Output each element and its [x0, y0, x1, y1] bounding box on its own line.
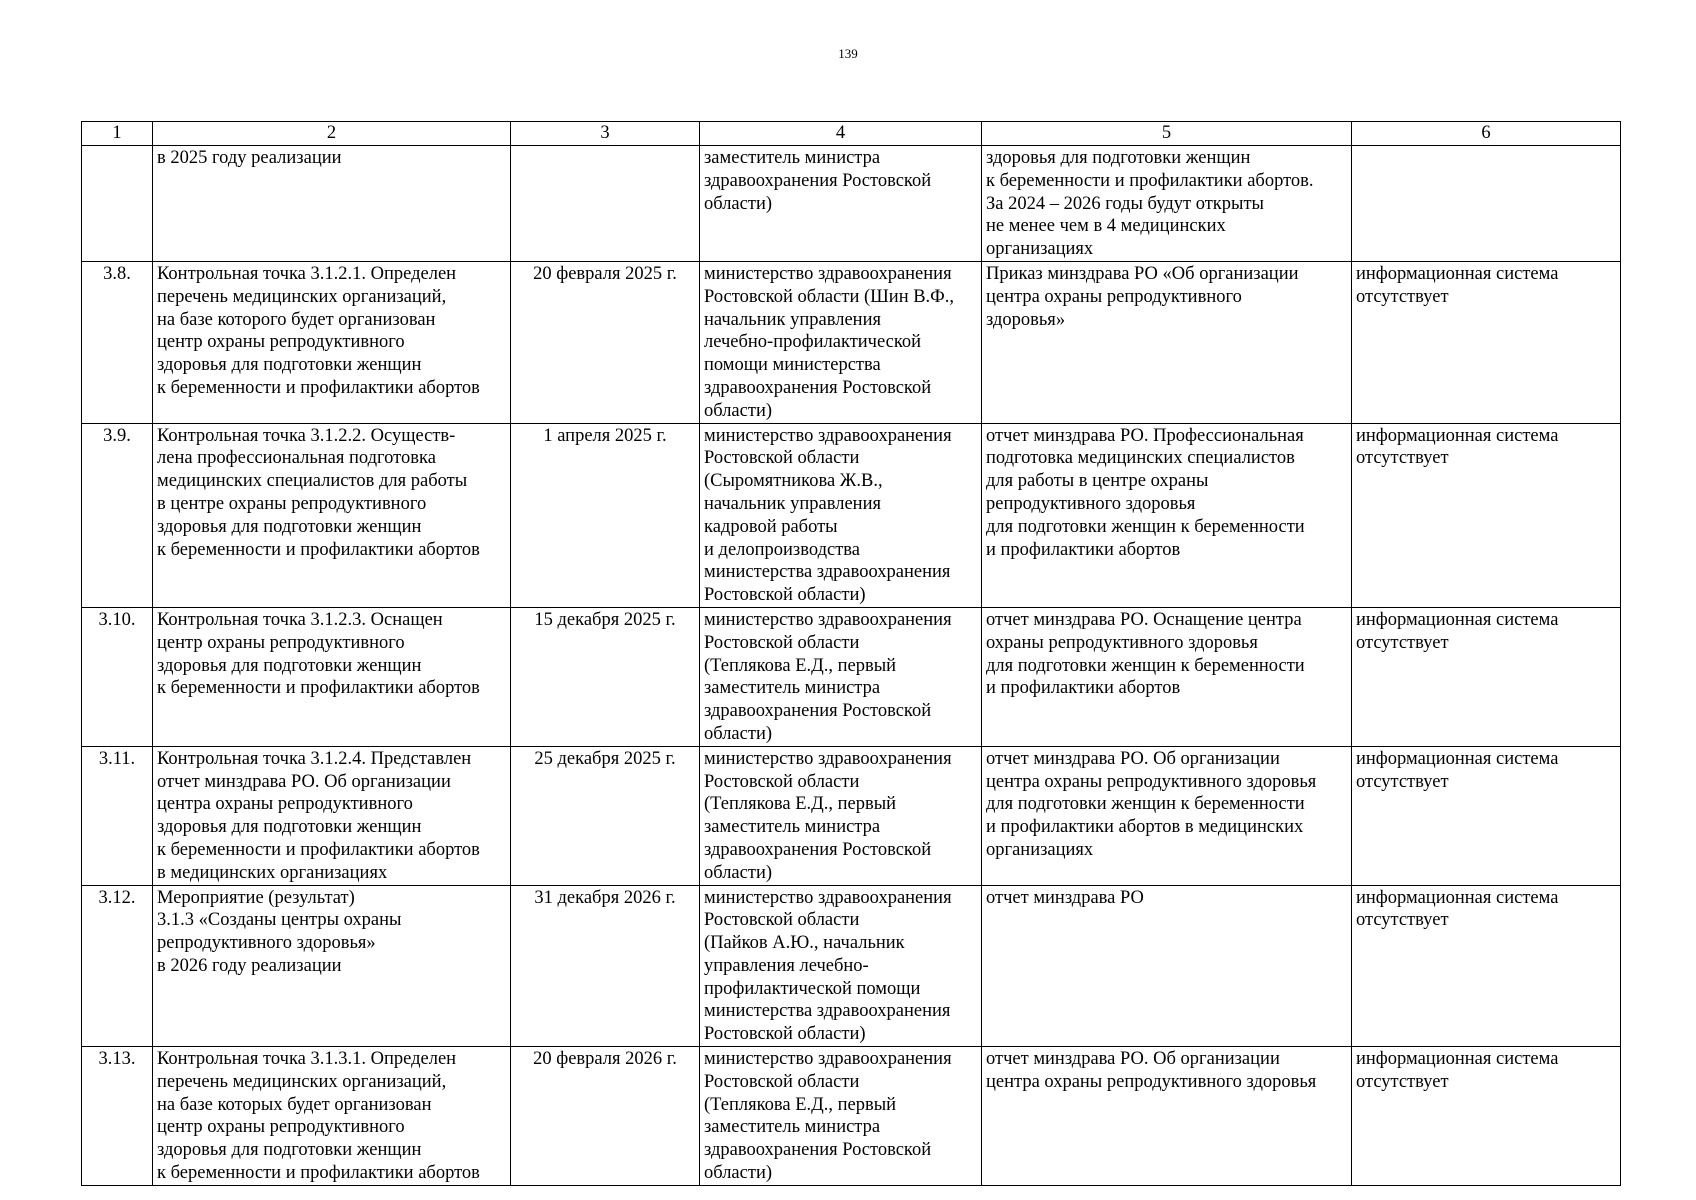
- event-cell: Контрольная точка 3.1.2.3. Оснащен центр охраны репродуктивного здоровья для подготовки женщин к беременности и профилактики абортов: [153, 607, 511, 746]
- table-row: [82, 261, 1621, 423]
- document-cell: Приказ минздрава РО «Об организации центра охраны репродуктивного здоровья»: [982, 261, 1352, 423]
- event-cell: Контрольная точка 3.1.2.1. Определен перечень медицинских организаций, на базе которого будет организован центр охраны репродуктивного здоровья для подготовки женщин к беременности и профилактики абортов: [153, 261, 511, 423]
- document-cell: отчет минздрава РО. Оснащение центра охраны репродуктивного здоровья для подготовки женщин к беременности и профилактики абортов: [982, 607, 1352, 746]
- info-system-cell: информационная система отсутствует: [1352, 885, 1621, 1047]
- document-cell: здоровья для подготовки женщин к беременности и профилактики абортов. За 2024 – 2026 годы будут открыты не менее чем в 4 медицинских организациях: [982, 146, 1352, 262]
- table-row: [82, 885, 1621, 1047]
- plan-table: [81, 121, 1621, 1186]
- info-system-cell: [1352, 146, 1621, 262]
- info-system-cell: информационная система отсутствует: [1352, 261, 1621, 423]
- responsible-cell: заместитель министра здравоохранения Ростовской области): [700, 146, 982, 262]
- column-header-2: 2: [153, 122, 511, 146]
- info-system-cell: информационная система отсутствует: [1352, 607, 1621, 746]
- column-header-5: 5: [982, 122, 1352, 146]
- row-number: 3.11.: [82, 746, 153, 885]
- row-number: 3.8.: [82, 261, 153, 423]
- info-system-cell: информационная система отсутствует: [1352, 746, 1621, 885]
- column-header-1: 1: [82, 122, 153, 146]
- responsible-cell: министерство здравоохранения Ростовской области (Пайков А.Ю., начальник управления лечебно- профилактической помощи министерства здравоохранения Ростовской области): [700, 885, 982, 1047]
- page-number: 139: [838, 46, 858, 61]
- row-number: 3.9.: [82, 423, 153, 607]
- date-cell: 1 апреля 2025 г.: [511, 423, 700, 607]
- date-cell: [511, 146, 700, 262]
- date-cell: 31 декабря 2026 г.: [511, 885, 700, 1047]
- table-row: [82, 1047, 1621, 1186]
- info-system-cell: информационная система отсутствует: [1352, 1047, 1621, 1186]
- responsible-cell: министерство здравоохранения Ростовской области (Сыромятникова Ж.В., начальник управления кадровой работы и делопроизводства министерства здравоохранения Ростовской области): [700, 423, 982, 607]
- table-row: [82, 607, 1621, 746]
- table-row: [82, 423, 1621, 607]
- row-number: [82, 146, 153, 262]
- date-cell: 25 декабря 2025 г.: [511, 746, 700, 885]
- responsible-cell: министерство здравоохранения Ростовской области (Теплякова Е.Д., первый заместитель министра здравоохранения Ростовской области): [700, 746, 982, 885]
- event-cell: Контрольная точка 3.1.2.4. Представлен отчет минздрава РО. Об организации центра охраны репродуктивного здоровья для подготовки женщин к беременности и профилактики абортов в медицинских организациях: [153, 746, 511, 885]
- column-header-3: 3: [511, 122, 700, 146]
- date-cell: 20 февраля 2025 г.: [511, 261, 700, 423]
- date-cell: 15 декабря 2025 г.: [511, 607, 700, 746]
- info-system-cell: информационная система отсутствует: [1352, 423, 1621, 607]
- responsible-cell: министерство здравоохранения Ростовской области (Теплякова Е.Д., первый заместитель министра здравоохранения Ростовской области): [700, 607, 982, 746]
- responsible-cell: министерство здравоохранения Ростовской области (Шин В.Ф., начальник управления лечебно-профилактической помощи министерства здравоохранения Ростовской области): [700, 261, 982, 423]
- document-cell: отчет минздрава РО. Об организации центра охраны репродуктивного здоровья для подготовки женщин к беременности и профилактики абортов в медицинских организациях: [982, 746, 1352, 885]
- responsible-cell: министерство здравоохранения Ростовской области (Теплякова Е.Д., первый заместитель министра здравоохранения Ростовской области): [700, 1047, 982, 1186]
- event-cell: Контрольная точка 3.1.3.1. Определен перечень медицинских организаций, на базе которых будет организован центр охраны репродуктивного здоровья для подготовки женщин к беременности и профилактики абортов: [153, 1047, 511, 1186]
- event-cell: в 2025 году реализации: [153, 146, 511, 262]
- row-number: 3.10.: [82, 607, 153, 746]
- column-header-4: 4: [700, 122, 982, 146]
- event-cell: Контрольная точка 3.1.2.2. Осуществ- лена профессиональная подготовка медицинских специалистов для работы в центре охраны репродуктивного здоровья для подготовки женщин к беременности и профилактики абортов: [153, 423, 511, 607]
- document-cell: отчет минздрава РО. Профессиональная подготовка медицинских специалистов для работы в центре охраны репродуктивного здоровья для подготовки женщин к беременности и профилактики абортов: [982, 423, 1352, 607]
- date-cell: 20 февраля 2026 г.: [511, 1047, 700, 1186]
- row-number: 3.13.: [82, 1047, 153, 1186]
- document-cell: отчет минздрава РО. Об организации центра охраны репродуктивного здоровья: [982, 1047, 1352, 1186]
- event-cell: Мероприятие (результат) 3.1.3 «Созданы центры охраны репродуктивного здоровья» в 2026 году реализации: [153, 885, 511, 1047]
- column-header-6: 6: [1352, 122, 1621, 146]
- row-number: 3.12.: [82, 885, 153, 1047]
- header-row: [82, 122, 1621, 146]
- document-cell: отчет минздрава РО: [982, 885, 1352, 1047]
- table-row: [82, 146, 1621, 262]
- table-row: [82, 746, 1621, 885]
